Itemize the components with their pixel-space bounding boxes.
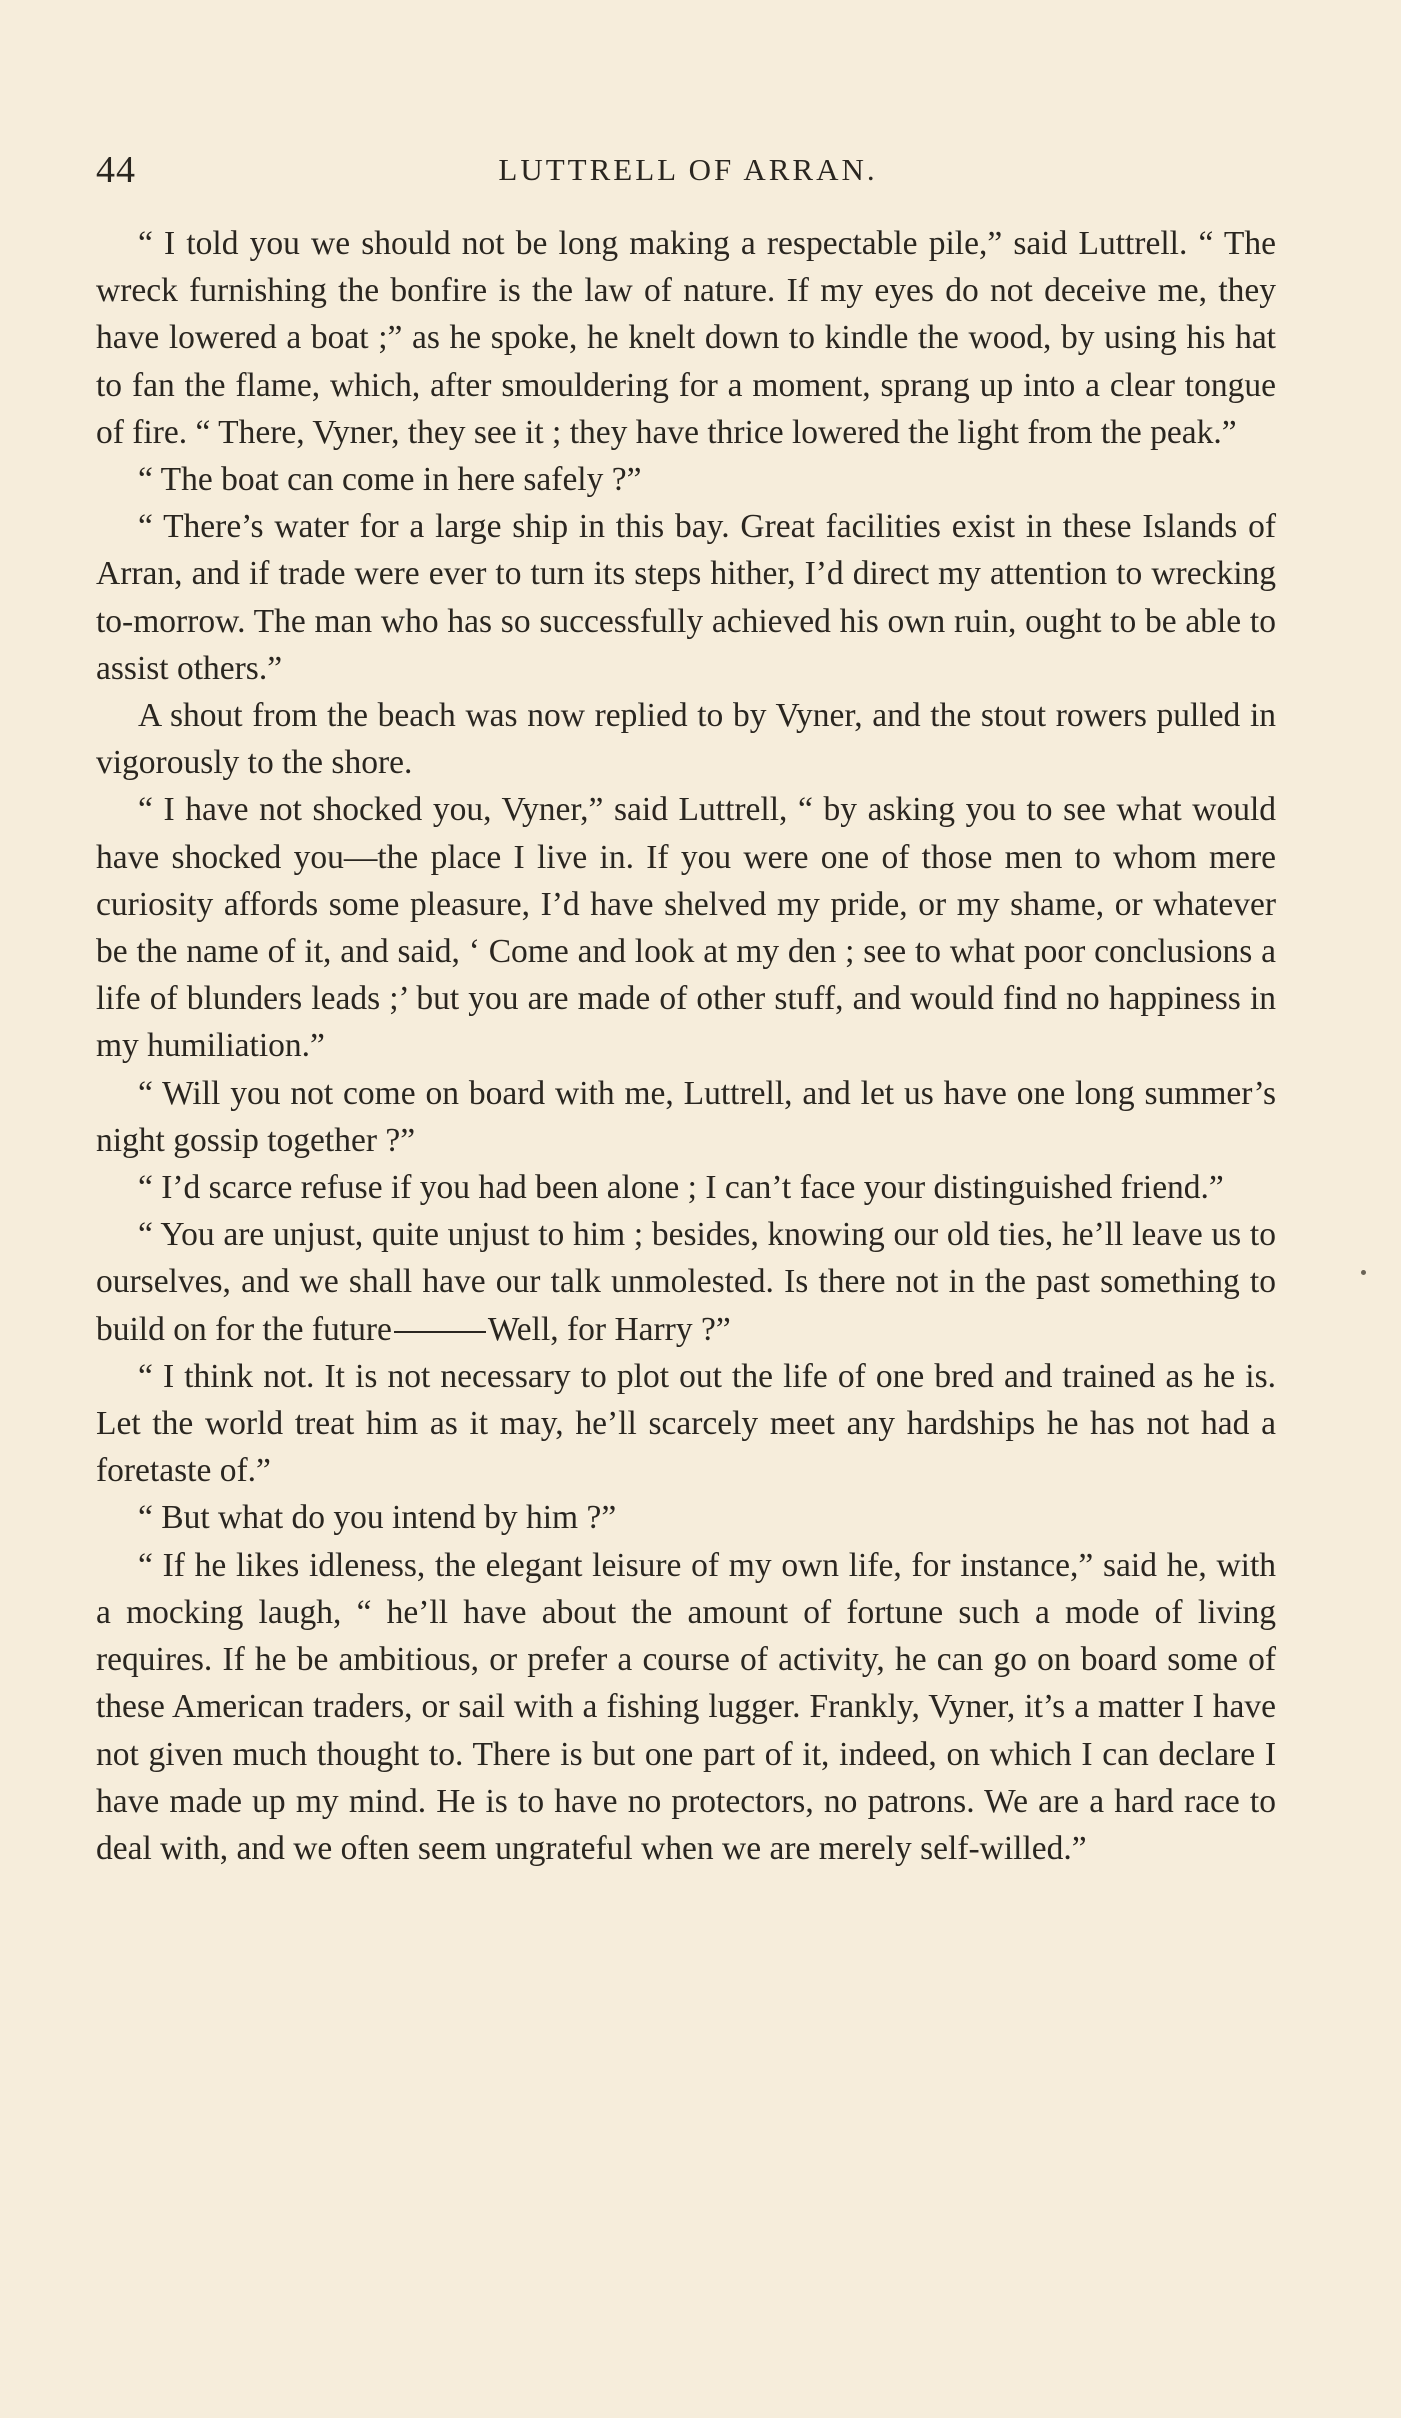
margin-speck	[1361, 1270, 1366, 1275]
paragraph-with-dash	[96, 1211, 1276, 1353]
paragraph: “ Will you not come on board with me, Luttrell, and let us have one long summer’s night gossip together ?”	[96, 1074, 1276, 1159]
paragraph: “ I told you we should not be long making a respectable pile,” said Luttrell. “ The wreck furnishing the bonfire is the law of nature. If my eyes do not deceive me, they have lowered a boat ;” as he spoke, he knelt down to kindle the wood, by using his hat to fan the flame, which, after smouldering for a moment, sprang up into a clear tongue of fire. “ There, Vyner, they see it ; they have thrice lowered the light from the peak.”	[96, 225, 1276, 451]
paragraph: “ But what do you intend by him ?”	[138, 1499, 617, 1537]
body-text	[96, 220, 1276, 1872]
paragraph: “ There’s water for a large ship in this bay. Great facilities exist in these Islands of Arran, and if trade were ever to turn its steps hither, I’d direct my attention to wrecking to-morrow. The man who has so successfully achieved his own ruin, ought to be able to assist others.”	[96, 508, 1276, 687]
paragraph: “ The boat can come in here safely ?”	[138, 461, 642, 499]
page-header	[96, 148, 1280, 196]
paragraph: “ I have not shocked you, Vyner,” said Luttrell, “ by asking you to see what would have shocked you—the place I live in. If you were one of those men to whom mere curiosity affords some pleasure, I’d have shelved my pride, or my shame, or whatever be the name of it, and said, ‘ Come and look at my den ; see to what poor conclusions a life of blunders leads ;’ but you are made of other stuff, and would find no happiness in my humiliation.”	[96, 791, 1276, 1065]
paragraph: “ If he likes idleness, the elegant leisure of my own life, for instance,” said he, with a mocking laugh, “ he’ll have about the amount of fortune such a mode of living requires. If he be ambitious, or prefer a course of activity, he can go on board some of these American traders, or sail with a fishing lugger. Frankly, Vyner, it’s a matter I have not given much thought to. There is but one part of it, indeed, on which I can declare I have made up my mind. He is to have no protectors, no patrons. We are a hard race to deal with, and we often seem ungrateful when we are merely self-willed.”	[96, 1546, 1276, 1867]
em-dash-rule	[394, 1331, 486, 1333]
running-title: LUTTRELL OF ARRAN.	[498, 152, 878, 187]
page-number: 44	[96, 149, 136, 191]
paragraph: “ I’d scarce refuse if you had been alone ; I can’t face your distinguished friend.”	[138, 1169, 1224, 1207]
paragraph-part: “ You are unjust, quite unjust to him ; besides, knowing our old ties, he’ll leave us to ourselves, and we shall have our talk unmolested. Is there not in the past something to build on for the future	[96, 1216, 1276, 1348]
paragraph: A shout from the beach was now replied to by Vyner, and the stout rowers pulled in vigorously to the shore.	[96, 697, 1276, 782]
paragraph: “ I think not. It is not necessary to plot out the life of one bred and trained as he is. Let the world treat him as it may, he’ll scarcely meet any hardships he has not had a foretaste of.”	[96, 1357, 1276, 1490]
paragraph-part: Well, for Harry ?”	[487, 1310, 731, 1348]
